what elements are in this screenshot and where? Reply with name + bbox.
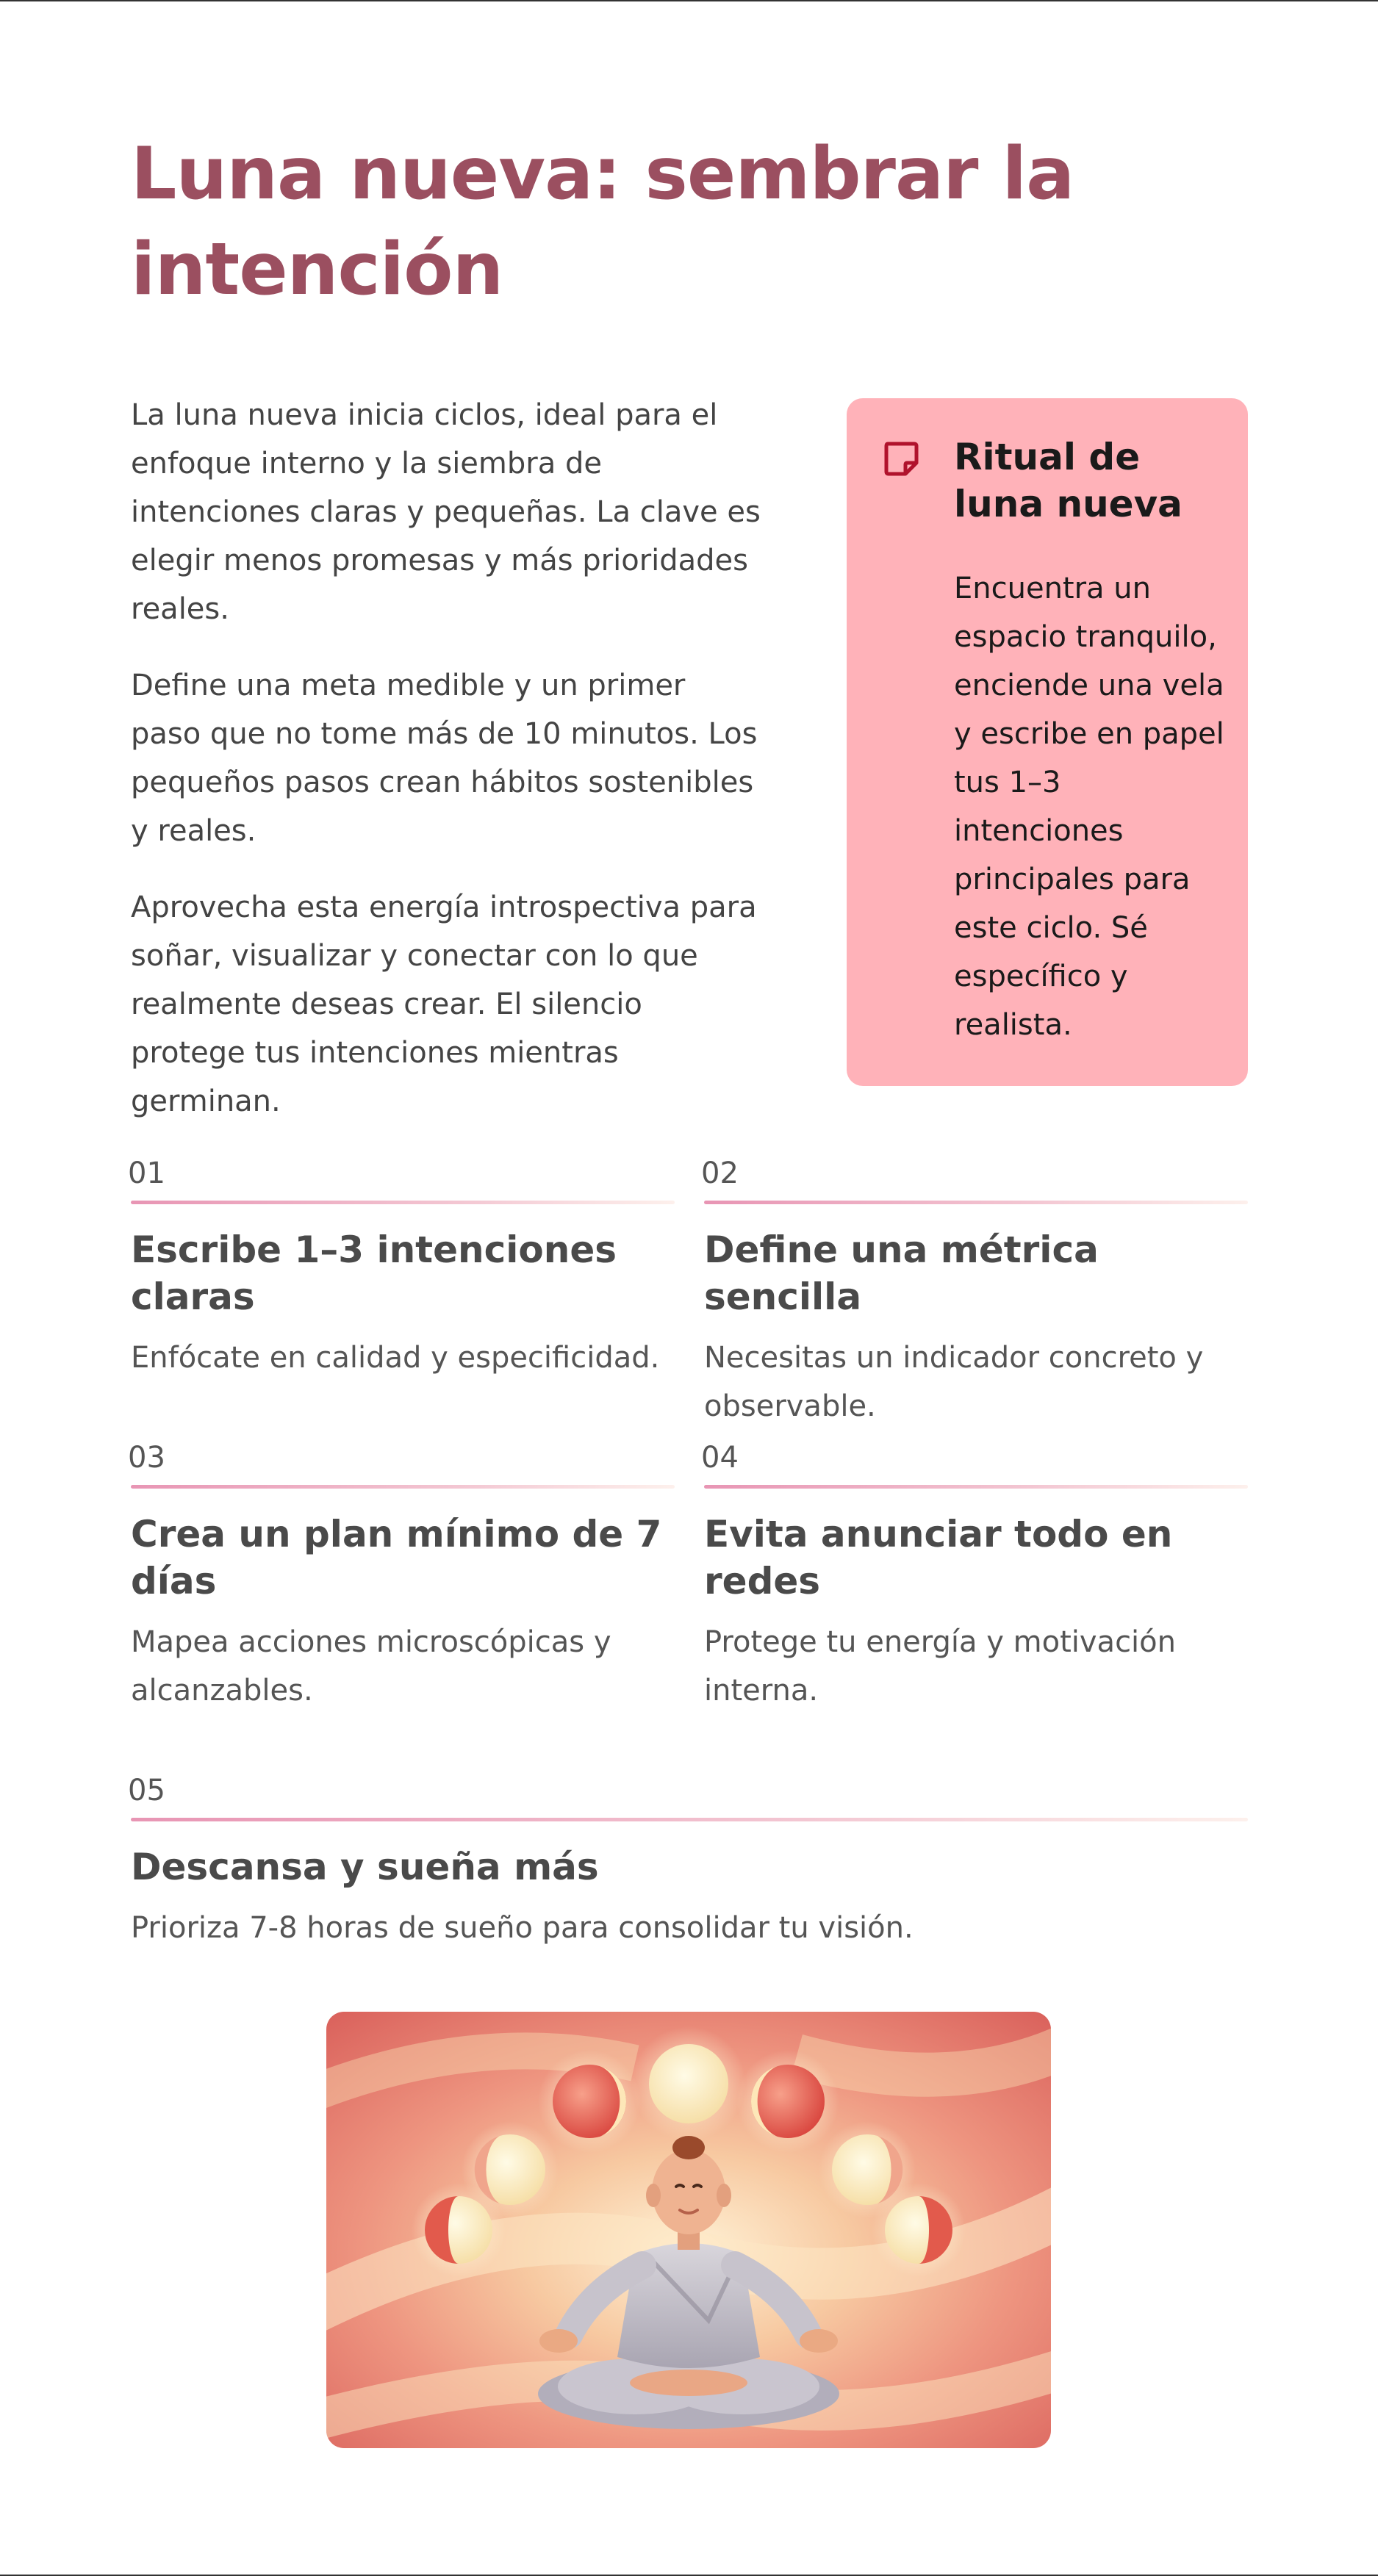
ritual-card [847,398,1248,1086]
step-divider [704,1485,1248,1489]
meditation-illustration [326,2012,1051,2448]
step-item [128,1439,675,1715]
step-item [701,1155,1248,1431]
step-divider [131,1818,1248,1821]
step-title: Crea un plan mínimo de 7 días [131,1513,662,1602]
intro-paragraph: La luna nueva inicia ciclos, ideal para el enfoque interno y la siembra de intenciones claras y pequeñas. La clave es elegir menos promesas y más prioridades reales. [131,398,761,626]
step-number: 01 [128,1156,165,1190]
step-divider [704,1201,1248,1204]
step-description: Prioriza 7-8 horas de sueño para consolidar tu visión. [131,1911,914,1945]
intro-paragraph: Define una meta medible y un primer paso que no tome más de 10 minutos. Los pequeños pasos crean hábitos sostenibles y reales. [131,669,758,848]
step-number: 05 [128,1774,165,1807]
step-number: 03 [128,1441,165,1475]
step-description: Necesitas un indicador concreto y observable. [704,1341,1204,1423]
step-item [128,1772,1248,1952]
step-item [128,1155,675,1382]
step-divider [131,1201,675,1204]
intro-paragraph: Aprovecha esta energía introspectiva para soñar, visualizar y conectar con lo que realmente deseas crear. El silencio protege tus intenciones mientras germinan. [131,891,757,1118]
step-description: Protege tu energía y motivación interna. [704,1625,1176,1708]
hero-image [326,2012,1051,2448]
step-number: 02 [701,1156,739,1190]
ritual-title: Ritual de luna nueva [954,436,1183,525]
step-title: Descansa y sueña más [131,1846,599,1888]
step-description: Enfócate en calidad y especificidad. [131,1341,660,1375]
step-number: 04 [701,1441,739,1475]
note-icon [882,439,920,478]
step-title: Escribe 1–3 intenciones claras [131,1228,617,1318]
ritual-text: Encuentra un espacio tranquilo, enciende una vela y escribe en papel tus 1–3 intenciones principales para este ciclo. Sé específico y realista. [954,572,1224,1042]
step-title: Define una métrica sencilla [704,1228,1099,1318]
step-description: Mapea acciones microscópicas y alcanzables. [131,1625,611,1708]
page-title: Luna nueva: sembrar la intención [131,132,1074,312]
intro-section [131,391,763,1154]
step-title: Evita anunciar todo en redes [704,1513,1173,1602]
step-divider [131,1485,675,1489]
step-item [701,1439,1248,1715]
